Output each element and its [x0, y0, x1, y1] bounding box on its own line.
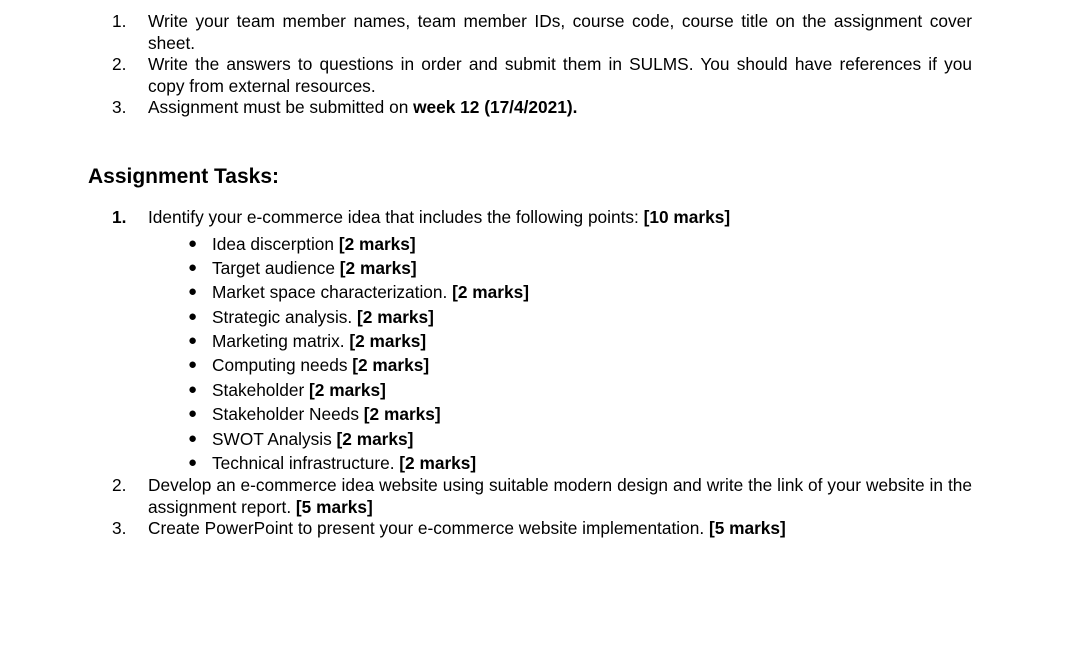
bullet-icon: ●: [188, 332, 198, 350]
instruction-text: Write the answers to questions in order and submit them in SULMS. You should have references if you copy from external resources.: [148, 54, 972, 96]
point-marks: [2 marks]: [338, 233, 416, 254]
task-points-list: [148, 232, 972, 476]
point-marks: [2 marks]: [399, 453, 477, 474]
list-item: [148, 427, 972, 451]
list-item: [148, 402, 972, 426]
bullet-icon: ●: [188, 307, 198, 325]
task-text: Develop an e-commerce idea website using suitable modern design and write the link of your website in the assignment report.: [148, 475, 972, 517]
point-text: Technical infrastructure.: [212, 453, 400, 474]
point-marks: [2 marks]: [452, 282, 529, 303]
instructions-list: [112, 11, 972, 119]
point-marks: [2 marks]: [309, 379, 386, 400]
task-item: [112, 475, 972, 518]
bullet-icon: ●: [188, 258, 198, 276]
bullet-icon: ●: [188, 380, 198, 398]
list-item: [148, 232, 972, 256]
list-item: [148, 256, 972, 280]
list-item: [148, 305, 972, 329]
list-item: [148, 280, 972, 304]
bullet-icon: ●: [188, 356, 198, 374]
task-item: [112, 518, 972, 540]
point-marks: [2 marks]: [349, 331, 427, 352]
task-marks: [5 marks]: [708, 518, 786, 539]
bullet-icon: ●: [188, 234, 198, 252]
point-text: Stakeholder Needs: [212, 404, 364, 425]
point-text: Stakeholder: [212, 379, 310, 400]
task-marks: [10 marks]: [643, 207, 731, 227]
instruction-item: [112, 54, 972, 97]
instruction-text: Assignment must be submitted on: [148, 97, 414, 117]
list-item: [148, 329, 972, 353]
list-number: 2.: [112, 54, 127, 74]
point-marks: [2 marks]: [336, 428, 414, 449]
list-item: [148, 451, 972, 475]
point-text: SWOT Analysis: [212, 428, 337, 449]
task-text: Create PowerPoint to present your e-commerce website implementation.: [148, 518, 709, 539]
list-number: 2.: [112, 475, 127, 496]
tasks-heading: Assignment Tasks:: [88, 165, 279, 188]
instruction-item: [112, 11, 972, 54]
point-marks: [2 marks]: [352, 355, 430, 376]
list-number: 3.: [112, 97, 127, 117]
point-text: Target audience: [212, 257, 340, 278]
point-text: Marketing matrix.: [212, 331, 350, 352]
instruction-item: [112, 97, 972, 119]
point-marks: [2 marks]: [339, 257, 417, 278]
point-marks: [2 marks]: [357, 306, 434, 327]
point-text: Market space characterization.: [212, 282, 453, 303]
task-text: Identify your e-commerce idea that includes the following points:: [148, 207, 644, 227]
bullet-icon: ●: [188, 429, 198, 447]
bullet-icon: ●: [188, 454, 198, 472]
point-text: Idea discerption: [212, 233, 339, 254]
tasks-list: [112, 207, 972, 540]
task-item: [112, 207, 972, 475]
list-number: 1.: [112, 11, 127, 31]
list-number: 1.: [112, 207, 127, 227]
list-item: [148, 353, 972, 377]
instruction-text: Write your team member names, team member IDs, course code, course title on the assignment cover sheet.: [148, 11, 972, 53]
task-marks: [5 marks]: [295, 496, 373, 517]
due-date: week 12 (17/4/2021).: [413, 97, 578, 117]
bullet-icon: ●: [188, 405, 198, 423]
list-item: [148, 378, 972, 402]
point-marks: [2 marks]: [363, 404, 441, 425]
bullet-icon: ●: [188, 283, 198, 301]
list-number: 3.: [112, 518, 127, 539]
point-text: Strategic analysis.: [212, 306, 358, 327]
point-text: Computing needs: [212, 355, 353, 376]
